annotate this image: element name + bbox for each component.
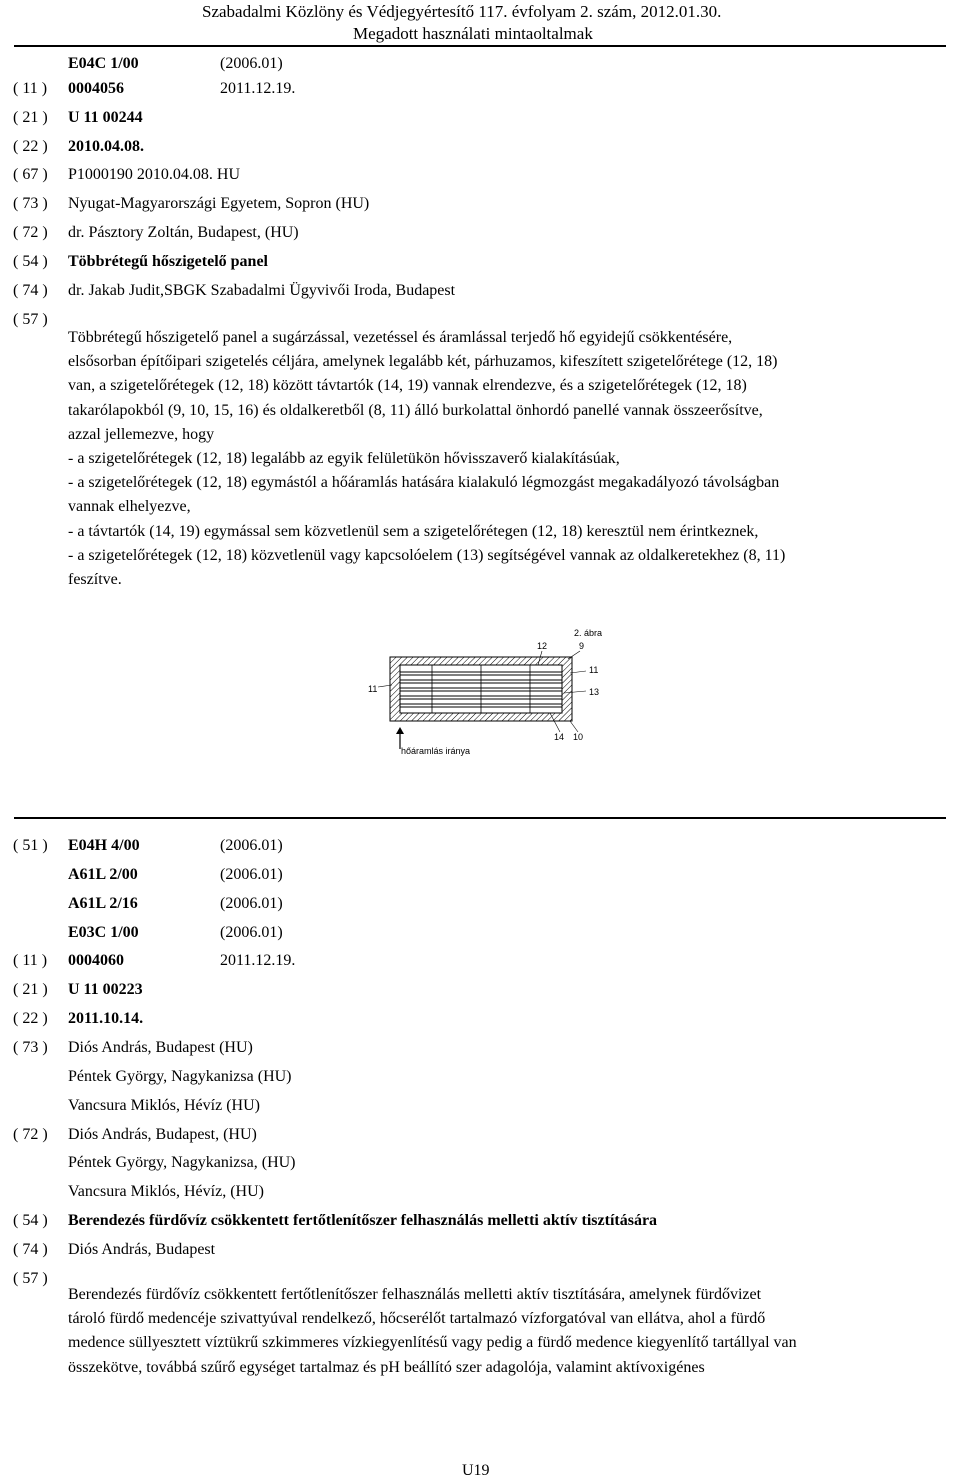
registration-number: 0004056 — [68, 80, 124, 97]
ipc-version: (2006.01) — [220, 924, 283, 941]
abstract-line: van, a szigetelőrétegek (12, 18) között távtartók (14, 19) vannak elrendezve, és a szigetelőrétegek (12, 18) — [68, 377, 747, 395]
label-14: 14 — [554, 732, 565, 742]
registration-number: 0004060 — [68, 952, 124, 969]
attorney: Diós András, Budapest — [68, 1241, 216, 1258]
section-title: Megadott használati mintaoltalmak — [353, 24, 593, 43]
abstract-line: feszítve. — [68, 571, 122, 589]
abstract-line: Berendezés fürdővíz csökkentett fertőtlenítőszer felhasználás melletti aktív tisztítására, amelynek fürdővizet — [68, 1286, 762, 1303]
inid-code: ( 11 ) — [13, 80, 48, 97]
abstract-line: - a szigetelőrétegek (12, 18) egymástól a hőáramlás hatására kialakuló légmozgást megakadályozó távolságban — [68, 474, 780, 492]
label-10: 10 — [573, 732, 584, 742]
inid-code: ( 11 ) — [13, 952, 48, 969]
label-12: 12 — [537, 641, 548, 651]
holder: Nyugat-Magyarországi Egyetem, Sopron (HU) — [68, 195, 370, 212]
abstract-line: azzal jellemezve, hogy — [68, 425, 215, 443]
label-11-left: 11 — [368, 684, 378, 694]
inventor: Diós András, Budapest, (HU) — [68, 1126, 257, 1143]
label-9: 9 — [579, 641, 585, 651]
abstract-line: Többrétegű hőszigetelő panel a sugárzással, vezetéssel és áramlással terjedő hő egyidejű csökkentésére, — [68, 329, 733, 346]
application-number: U 11 00244 — [68, 109, 143, 126]
inid-code: ( 74 ) — [13, 1241, 48, 1258]
inventor: dr. Pásztory Zoltán, Budapest, (HU) — [68, 224, 299, 241]
inid-code: ( 72 ) — [13, 224, 48, 241]
entry-separator — [14, 817, 946, 819]
abstract — [68, 326, 944, 592]
inid-code: ( 73 ) — [13, 195, 48, 212]
abstract-line: - a távtartók (14, 19) egymással sem közvetlenül sem a szigetelőrétegen (12, 18) keresztül nem érintkeznek, — [68, 522, 759, 540]
ipc-version: (2006.01) — [220, 895, 283, 912]
inid-code: ( 74 ) — [13, 282, 48, 299]
journal-title: Szabadalmi Közlöny és Védjegyértesítő 117. évfolyam 2. szám, 2012.01.30. — [202, 2, 722, 21]
page-number: U19 — [462, 1462, 490, 1479]
inid-code: ( 51 ) — [13, 837, 48, 854]
ipc-code: E03C 1/00 — [68, 924, 139, 941]
abstract-line: összekötve, továbbá szűrő egységet tartalmaz és pH beállító szer adagolója, valamint aktívoxigénes — [68, 1358, 705, 1376]
header-rule — [14, 45, 946, 47]
ipc-code: A61L 2/16 — [68, 895, 138, 912]
abstract-line: takarólapokból (9, 10, 15, 16) és oldalkeretből (8, 11) álló burkolattal önhordó panellé vannak összeerősítve, — [68, 401, 763, 419]
inid-code: ( 22 ) — [13, 138, 48, 155]
inid-code: ( 67 ) — [13, 166, 48, 183]
ipc-version: (2006.01) — [220, 866, 283, 883]
figure-caption: 2. ábra — [574, 628, 603, 638]
abstract-line: medence süllyesztett víztükrű szkimmeres vízkiegyenlítésű vagy pedig a fürdő medence kiegyenlítő tartállyal van — [68, 1334, 797, 1352]
filing-date: 2011.10.14. — [68, 1010, 144, 1027]
filing-date: 2010.04.08. — [68, 138, 144, 155]
registration-date: 2011.12.19. — [220, 80, 296, 97]
inventor: Péntek György, Nagykanizsa, (HU) — [68, 1154, 296, 1171]
abstract-line: tároló fürdő medencéje szivattyúval rendelkező, hőcserélőt tartalmazó vízforgatóval van ellátva, ahol a fürdő — [68, 1310, 766, 1328]
ipc-code: E04H 4/00 — [68, 837, 140, 854]
abstract-line: vannak elhelyezve, — [68, 498, 191, 516]
inid-code: ( 72 ) — [13, 1126, 48, 1143]
abstract-line: - a szigetelőrétegek (12, 18) közvetlenül vagy kapcsolóelem (13) segítségével vannak az oldalkeretekhez (8, 11) — [68, 546, 786, 564]
abstract-line: - a szigetelőrétegek (12, 18) legalább az egyik felületükön hővisszaverő kialakításúak, — [68, 450, 620, 468]
utility-model-title: Berendezés fürdővíz csökkentett fertőtlenítőszer felhasználás melletti aktív tisztítására — [68, 1212, 658, 1229]
inid-code: ( 54 ) — [13, 1212, 48, 1229]
priority: P1000190 2010.04.08. HU — [68, 166, 241, 183]
inid-code: ( 21 ) — [13, 981, 48, 998]
holder: Diós András, Budapest (HU) — [68, 1039, 253, 1056]
ipc-code: E04C 1/00 — [68, 55, 139, 72]
page-header — [0, 0, 960, 48]
inid-code: ( 21 ) — [13, 109, 48, 126]
attorney: dr. Jakab Judit,SBGK Szabadalmi Ügyvivői Iroda, Budapest — [68, 282, 456, 299]
label-11-right: 11 — [589, 665, 599, 675]
label-13: 13 — [589, 687, 600, 697]
inid-code: ( 73 ) — [13, 1039, 48, 1056]
holder: Vancsura Miklós, Hévíz (HU) — [68, 1097, 260, 1114]
inid-code: ( 54 ) — [13, 253, 48, 270]
arrow-head-icon — [396, 727, 404, 734]
utility-model-title: Többrétegű hőszigetelő panel — [68, 253, 268, 270]
inid-code: ( 22 ) — [13, 1010, 48, 1027]
inventor: Vancsura Miklós, Hévíz, (HU) — [68, 1183, 264, 1200]
ipc-version: (2006.01) — [220, 837, 283, 854]
application-number: U 11 00223 — [68, 981, 143, 998]
holder: Péntek György, Nagykanizsa (HU) — [68, 1068, 292, 1085]
panel-figure — [360, 625, 620, 760]
ipc-code: A61L 2/00 — [68, 866, 138, 883]
abstract-line: elsősorban építőipari szigetelés céljára, amelynek legalább két, párhuzamos, kifeszített szigetelőrétege (12, 18) — [68, 353, 778, 371]
registration-date: 2011.12.19. — [220, 952, 296, 969]
heat-flow-label: hőáramlás iránya — [401, 746, 471, 756]
inid-code: ( 57 ) — [13, 1270, 48, 1287]
inid-code: ( 57 ) — [13, 311, 48, 328]
ipc-version: (2006.01) — [220, 55, 283, 72]
abstract — [68, 1283, 944, 1380]
